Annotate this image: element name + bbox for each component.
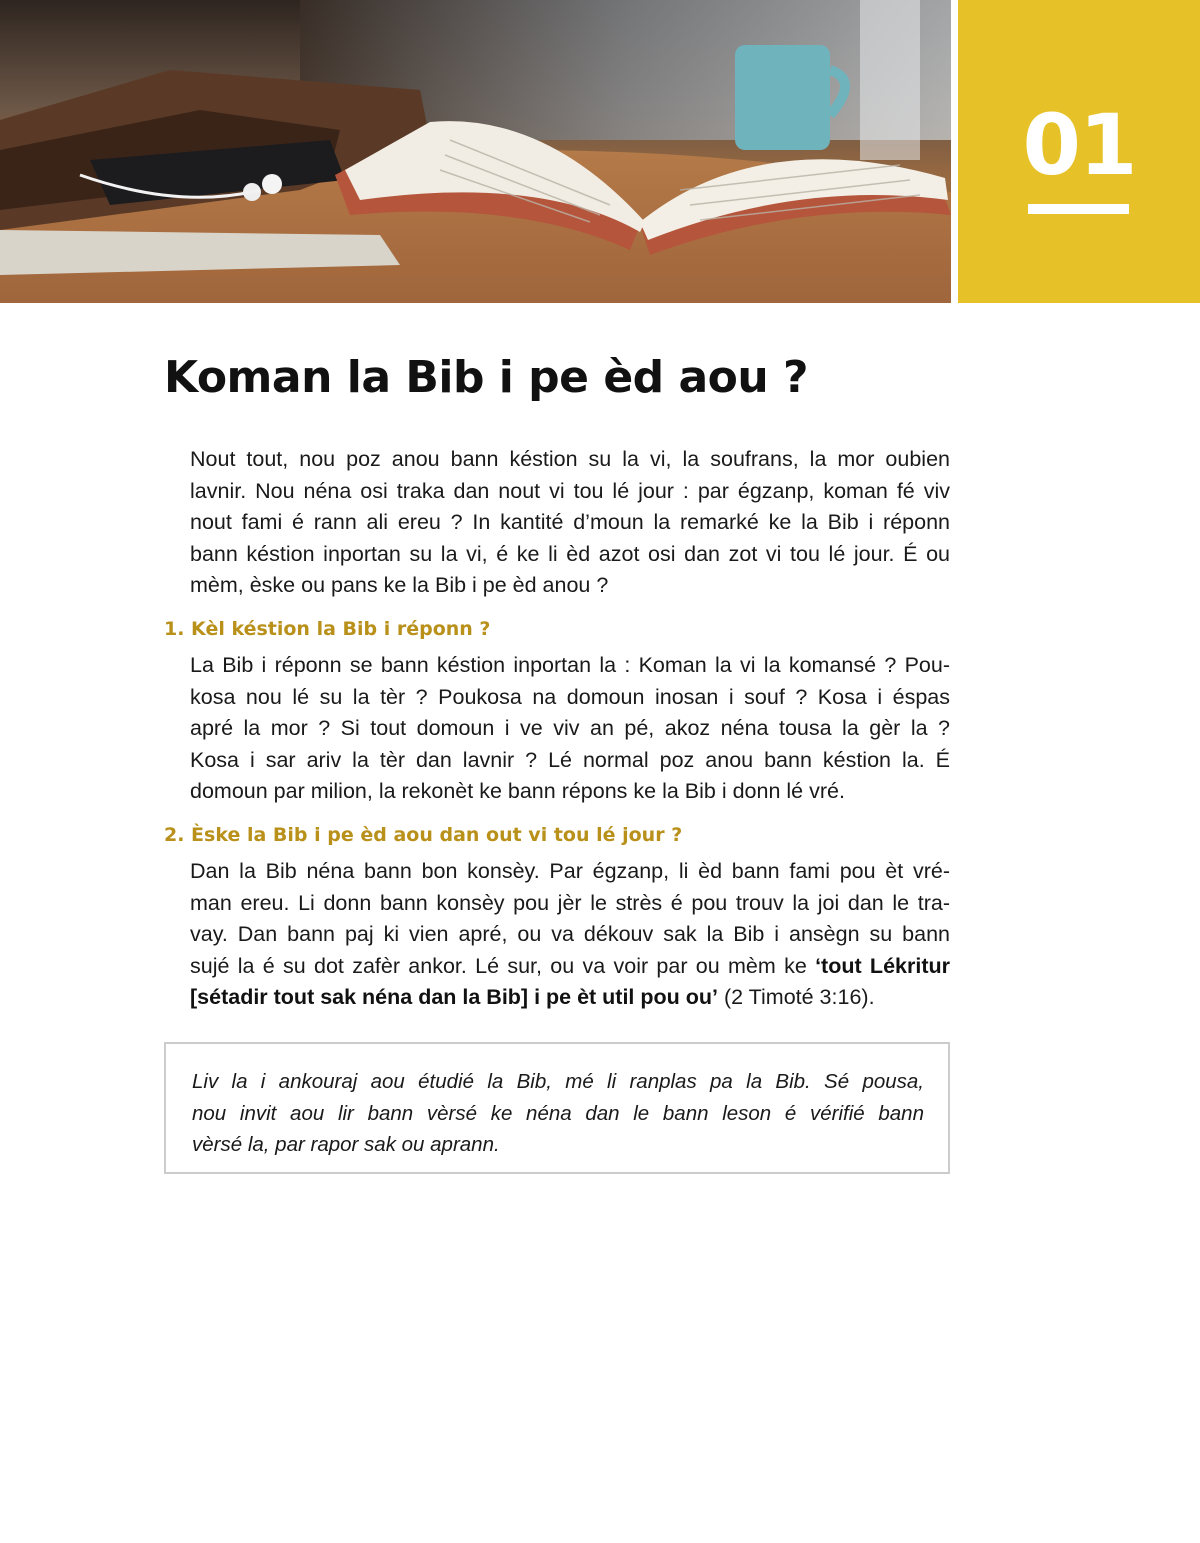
intro-line: nout fami é rann ali ereu ? In kantité d’moun la remarké ke la Bib i réponn — [190, 510, 950, 534]
section-1-line: domoun par milion, la rekonèt ke bann répons ke la Bib i donn lé vré. — [190, 779, 845, 803]
intro-line: mèm, èske ou pans ke la Bib i pe èd anou ? — [190, 573, 609, 597]
intro-paragraph — [190, 444, 950, 602]
lesson-number-underline — [1028, 204, 1129, 214]
scripture-quote: [sétadir tout sak néna dan la Bib] i pe èt util pou ou’ — [190, 985, 718, 1009]
page-title: Koman la Bib i pe èd aou ? — [164, 352, 809, 403]
intro-line: Nout tout, nou poz anou bann késtion su la vi, la soufrans, la mor oubien — [190, 447, 950, 471]
section-2-line: vay. Dan bann paj ki vien apré, ou va dékouv sak la Bib i ansègn su bann — [190, 922, 950, 946]
note-box — [164, 1042, 950, 1174]
section-2-paragraph — [190, 856, 950, 1014]
section-1-heading: 1. Kèl késtion la Bib i réponn ? — [164, 618, 491, 640]
section-2-line: Dan la Bib néna bann bon konsèy. Par égzanp, li èd bann fami pou èt vré- — [190, 859, 950, 883]
lesson-number-box — [958, 0, 1200, 303]
section-1-line: kosa nou lé su la tèr ? Poukosa na domoun inosan i souf ? Kosa i éspas — [190, 684, 950, 709]
intro-line: bann késtion inportan su la vi, é ke li èd azot osi dan zot vi tou lé jour. É ou — [190, 541, 950, 566]
scripture-quote: ‘tout Lékritur — [815, 953, 950, 978]
note-line: nou invit aou lir bann vèrsé ke néna dan le bann leson é vérifié bann — [192, 1101, 924, 1125]
section-2-line: man ereu. Li donn bann konsèy pou jèr le strès é pou trouv la joi dan le tra- — [190, 890, 950, 915]
header-photo — [0, 0, 951, 303]
section-1-line: La Bib i réponn se bann késtion inportan la : Koman la vi la komansé ? Pou- — [190, 653, 950, 677]
lesson-number: 01 — [1022, 96, 1136, 194]
section-1-line: Kosa i sar ariv la tèr dan lavnir ? Lé normal poz anou bann késtion la. É — [190, 747, 950, 772]
section-2-line-text: sujé la é su dot zafèr ankor. Lé sur, ou va voir par ou mèm ke — [190, 953, 816, 978]
scripture-reference: (2 Timoté 3:16). — [718, 985, 875, 1009]
note-line: vèrsé la, par rapor sak ou aprann. — [192, 1133, 500, 1156]
section-1-paragraph — [190, 650, 950, 808]
note-line: Liv la i ankouraj aou étudié la Bib, mé li ranplas pa la Bib. Sé pousa, — [192, 1070, 924, 1093]
section-2-line — [190, 982, 950, 1014]
note-text — [192, 1066, 924, 1161]
intro-line: lavnir. Nou néna osi traka dan nout vi tou lé jour : par égzanp, koman fé viv — [190, 478, 950, 503]
section-1-line: apré la mor ? Si tout domoun i ve viv an pé, akoz néna tousa la gèr la ? — [190, 716, 950, 740]
section-2-heading: 2. Èske la Bib i pe èd aou dan out vi tou lé jour ? — [164, 824, 683, 846]
section-2-line — [190, 951, 950, 983]
bible-photo-illustration — [0, 0, 951, 303]
